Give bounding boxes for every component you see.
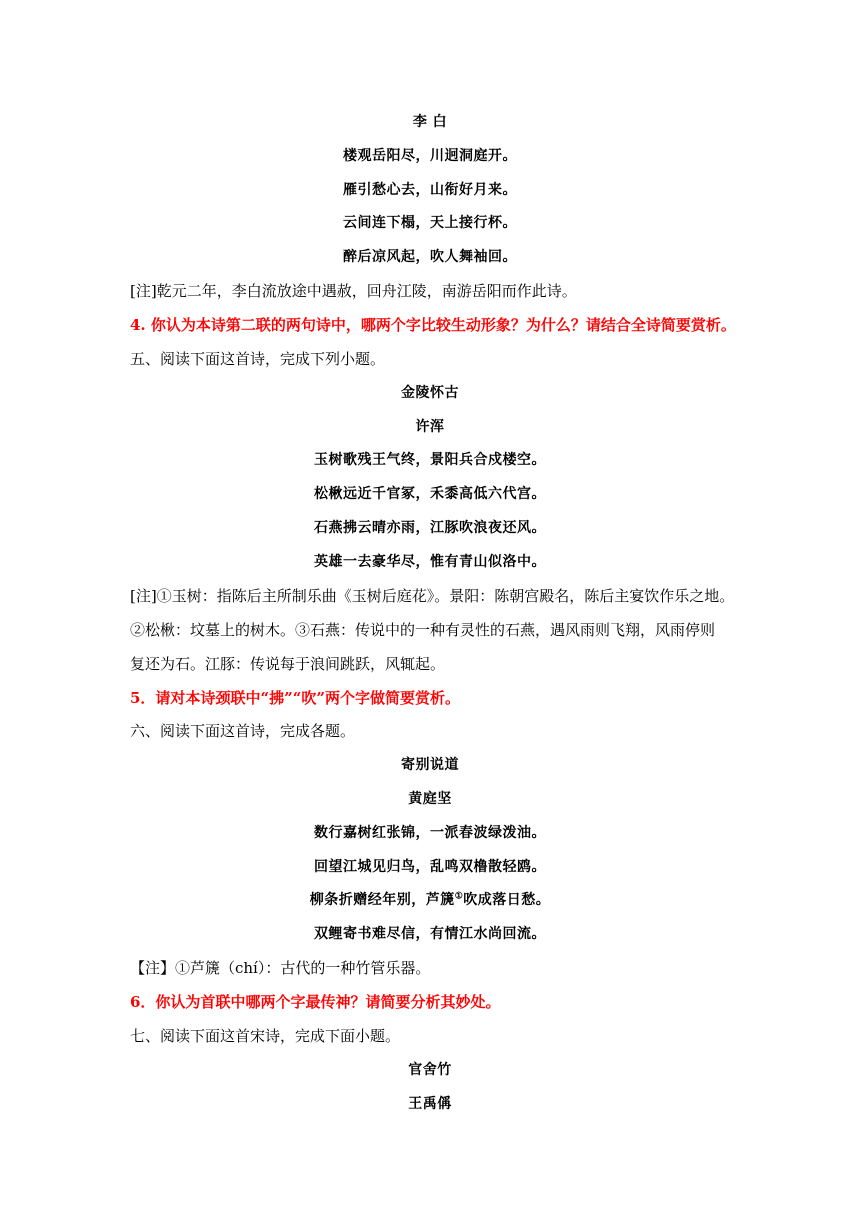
section6-note: 【注】①芦篪（chí）：古代的一种竹管乐器。 xyxy=(130,959,431,977)
question-4: 4. 你认为本诗第二联的两句诗中，哪两个字比较生动形象？为什么？请结合全诗简要赏析。 xyxy=(130,316,736,334)
footnote-marker: ① xyxy=(454,891,464,902)
section5-note-3: 复还为石。江豚：传说每于浪间跳跃，风辄起。 xyxy=(130,655,446,673)
question-5: 5．请对本诗颈联中“拂”“吹”两个字做简要赏析。 xyxy=(130,689,460,707)
section5-note-2: ②松楸：坟墓上的树木。③石燕：传说中的一种有灵性的石燕，遇风雨则飞翔，风雨停则 xyxy=(130,621,716,639)
poem1-line-2: 雁引愁心去，山衔好月来。 xyxy=(343,182,517,198)
section5-line-2: 松楸远近千官冢，禾黍高低六代宫。 xyxy=(314,486,546,502)
section5-title: 金陵怀古 xyxy=(401,385,459,401)
section7-author: 王禹偁 xyxy=(408,1096,452,1112)
section5-line-4: 英雄一去豪华尽，惟有青山似洛中。 xyxy=(314,554,546,570)
section6-line-3-part-2: 吹成落日愁。 xyxy=(463,892,551,908)
section5-intro: 五、阅读下面这首诗，完成下列小题。 xyxy=(130,350,386,368)
poem1-line-3: 云间连下榻，天上接行杯。 xyxy=(343,215,517,231)
section5-author: 许浑 xyxy=(415,419,445,435)
section5-line-3: 石燕拂云晴亦雨，江豚吹浪夜还风。 xyxy=(314,520,546,536)
section6-intro: 六、阅读下面这首诗，完成各题。 xyxy=(130,722,356,740)
section5-line-1: 玉树歌残王气终，景阳兵合戍楼空。 xyxy=(314,452,546,468)
section6-line-1: 数行嘉树红张锦，一派春波绿泼油。 xyxy=(314,825,546,841)
section7-intro: 七、阅读下面这首宋诗，完成下面小题。 xyxy=(130,1027,401,1045)
section6-line-3 xyxy=(0,890,860,910)
section6-line-3-part-1: 柳条折赠经年别，芦篪 xyxy=(309,892,455,908)
poem1-line-1: 楼观岳阳尽，川迥洞庭开。 xyxy=(343,148,517,164)
section6-line-2: 回望江城见归鸟，乱鸣双橹散轻鸥。 xyxy=(314,859,546,875)
section7-title: 官舍竹 xyxy=(408,1062,452,1078)
question-6: 6．你认为首联中哪两个字最传神？请简要分析其妙处。 xyxy=(130,993,501,1011)
section6-author: 黄庭坚 xyxy=(408,791,452,807)
poem1-note: [注]乾元二年，李白流放途中遇赦，回舟江陵，南游岳阳而作此诗。 xyxy=(130,282,577,300)
section5-note-1: [注]①玉树：指陈后主所制乐曲《玉树后庭花》。景阳：陈朝宫殿名，陈后主宴饮作乐之地。 xyxy=(130,587,735,605)
section6-title: 寄别说道 xyxy=(401,757,459,773)
section6-line-4: 双鲤寄书难尽信，有情江水尚回流。 xyxy=(314,926,546,942)
poem1-line-4: 醉后凉风起，吹人舞袖回。 xyxy=(343,249,517,265)
poem1-author: 李 白 xyxy=(412,114,448,130)
